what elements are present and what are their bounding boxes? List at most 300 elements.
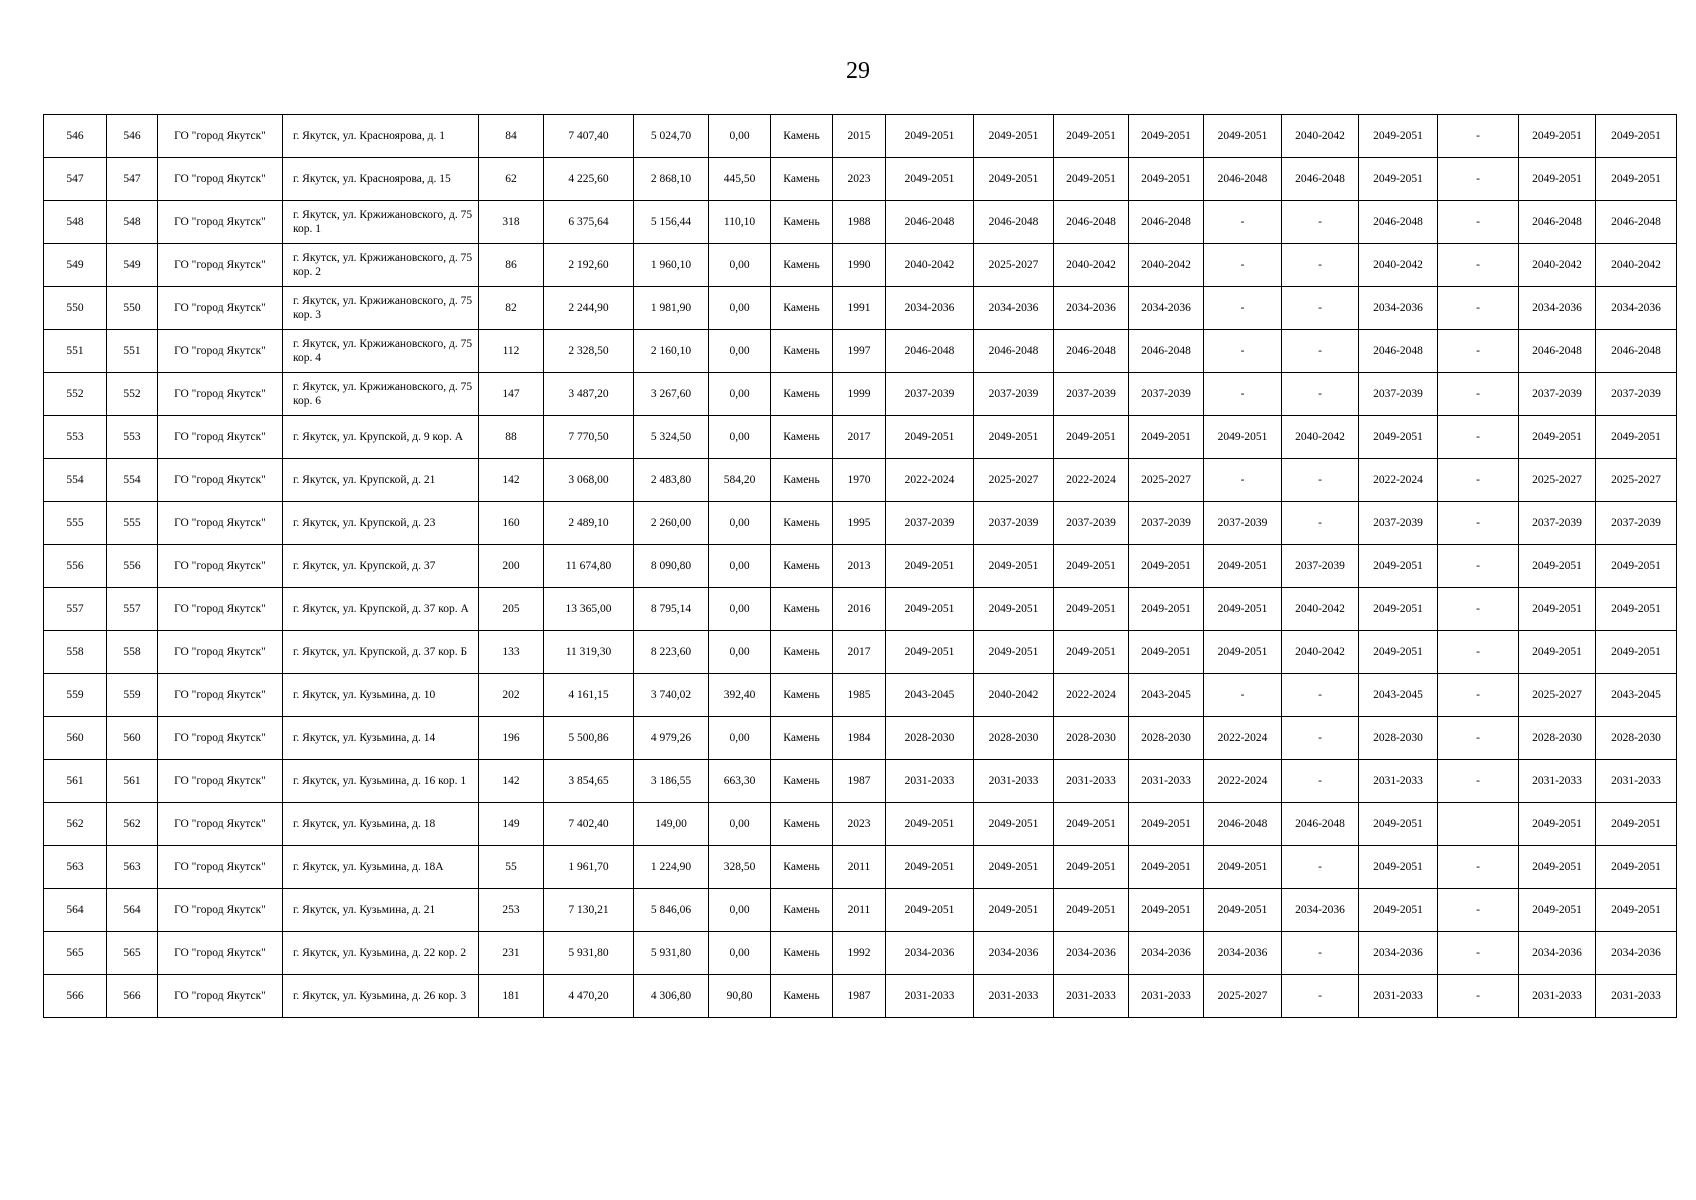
period-cell: 2037-2039 (1359, 502, 1438, 545)
commission-year-cell: 2015 (833, 115, 886, 158)
address-cell: г. Якутск, ул. Красноярова, д. 1 (283, 115, 479, 158)
wall-material-cell: Камень (771, 502, 833, 545)
nonliving-area-cell: 0,00 (709, 502, 771, 545)
period-cell: 2046-2048 (886, 201, 974, 244)
building-id-cell: 557 (107, 588, 158, 631)
table-row (44, 674, 1677, 717)
nonliving-area-cell: 0,00 (709, 932, 771, 975)
total-area-cell: 2 489,10 (544, 502, 634, 545)
period-cell: - (1438, 330, 1519, 373)
period-cell: 2049-2051 (1129, 416, 1204, 459)
residents-cell: 196 (479, 717, 544, 760)
period-cell: 2022-2024 (1359, 459, 1438, 502)
total-area-cell: 7 407,40 (544, 115, 634, 158)
address-cell: г. Якутск, ул. Кузьмина, д. 26 кор. 3 (283, 975, 479, 1018)
nonliving-area-cell: 0,00 (709, 330, 771, 373)
period-cell: 2049-2051 (1519, 803, 1596, 846)
row-number-cell: 557 (44, 588, 107, 631)
period-cell: 2034-2036 (1359, 287, 1438, 330)
period-cell: 2049-2051 (1054, 588, 1129, 631)
municipality-cell: ГО "город Якутск" (158, 975, 283, 1018)
residents-cell: 160 (479, 502, 544, 545)
period-cell: 2046-2048 (1519, 201, 1596, 244)
period-cell: 2046-2048 (1596, 201, 1677, 244)
period-cell: - (1438, 674, 1519, 717)
period-cell: 2049-2051 (1129, 588, 1204, 631)
period-cell: 2049-2051 (1204, 889, 1282, 932)
period-cell: 2049-2051 (1359, 115, 1438, 158)
period-cell: - (1204, 201, 1282, 244)
period-cell: - (1438, 158, 1519, 201)
row-number-cell: 554 (44, 459, 107, 502)
period-cell: 2049-2051 (1596, 588, 1677, 631)
total-area-cell: 4 225,60 (544, 158, 634, 201)
period-cell: 2049-2051 (1054, 545, 1129, 588)
table-row (44, 373, 1677, 416)
row-number-cell: 561 (44, 760, 107, 803)
period-cell: 2049-2051 (974, 803, 1054, 846)
row-number-cell: 562 (44, 803, 107, 846)
total-area-cell: 5 931,80 (544, 932, 634, 975)
period-cell: 2049-2051 (1129, 158, 1204, 201)
row-number-cell: 563 (44, 846, 107, 889)
period-cell: 2025-2027 (974, 459, 1054, 502)
living-area-cell: 5 324,50 (634, 416, 709, 459)
commission-year-cell: 2017 (833, 631, 886, 674)
municipality-cell: ГО "город Якутск" (158, 889, 283, 932)
period-cell: 2034-2036 (1359, 932, 1438, 975)
period-cell: 2046-2048 (1054, 201, 1129, 244)
address-cell: г. Якутск, ул. Кузьмина, д. 18 (283, 803, 479, 846)
period-cell: 2031-2033 (1519, 760, 1596, 803)
period-cell: 2049-2051 (1054, 158, 1129, 201)
table-body (44, 115, 1677, 1018)
period-cell: 2040-2042 (1596, 244, 1677, 287)
period-cell: 2049-2051 (1054, 631, 1129, 674)
period-cell: 2046-2048 (1519, 330, 1596, 373)
address-cell: г. Якутск, ул. Красноярова, д. 15 (283, 158, 479, 201)
period-cell: 2049-2051 (1359, 158, 1438, 201)
table-row (44, 760, 1677, 803)
wall-material-cell: Камень (771, 115, 833, 158)
period-cell: 2040-2042 (1129, 244, 1204, 287)
period-cell: - (1282, 760, 1359, 803)
period-cell: 2043-2045 (1596, 674, 1677, 717)
period-cell: - (1204, 459, 1282, 502)
commission-year-cell: 1995 (833, 502, 886, 545)
total-area-cell: 13 365,00 (544, 588, 634, 631)
period-cell: 2049-2051 (1596, 158, 1677, 201)
residents-cell: 84 (479, 115, 544, 158)
period-cell: 2049-2051 (1129, 803, 1204, 846)
period-cell: 2049-2051 (1204, 588, 1282, 631)
period-cell: - (1204, 330, 1282, 373)
period-cell: 2037-2039 (1129, 502, 1204, 545)
period-cell: 2049-2051 (886, 115, 974, 158)
address-cell: г. Якутск, ул. Кузьмина, д. 16 кор. 1 (283, 760, 479, 803)
wall-material-cell: Камень (771, 803, 833, 846)
nonliving-area-cell: 0,00 (709, 631, 771, 674)
nonliving-area-cell: 328,50 (709, 846, 771, 889)
row-number-cell: 553 (44, 416, 107, 459)
residents-cell: 88 (479, 416, 544, 459)
row-number-cell: 555 (44, 502, 107, 545)
building-id-cell: 562 (107, 803, 158, 846)
period-cell: 2049-2051 (974, 416, 1054, 459)
total-area-cell: 7 770,50 (544, 416, 634, 459)
wall-material-cell: Камень (771, 588, 833, 631)
period-cell: 2049-2051 (1359, 545, 1438, 588)
period-cell: 2049-2051 (974, 631, 1054, 674)
table-row (44, 975, 1677, 1018)
period-cell: 2040-2042 (1282, 416, 1359, 459)
period-cell: 2034-2036 (1519, 932, 1596, 975)
period-cell: 2049-2051 (1519, 631, 1596, 674)
period-cell: 2049-2051 (1204, 416, 1282, 459)
period-cell: - (1438, 545, 1519, 588)
building-id-cell: 548 (107, 201, 158, 244)
nonliving-area-cell: 0,00 (709, 287, 771, 330)
total-area-cell: 3 068,00 (544, 459, 634, 502)
row-number-cell: 547 (44, 158, 107, 201)
building-id-cell: 558 (107, 631, 158, 674)
period-cell: 2049-2051 (974, 158, 1054, 201)
period-cell: - (1438, 373, 1519, 416)
total-area-cell: 4 161,15 (544, 674, 634, 717)
period-cell: 2031-2033 (1129, 975, 1204, 1018)
period-cell: 2028-2030 (974, 717, 1054, 760)
period-cell: 2040-2042 (886, 244, 974, 287)
living-area-cell: 2 260,00 (634, 502, 709, 545)
living-area-cell: 5 846,06 (634, 889, 709, 932)
period-cell: 2037-2039 (1359, 373, 1438, 416)
page-number: 29 (846, 58, 870, 84)
table-row (44, 545, 1677, 588)
period-cell: 2049-2051 (1054, 889, 1129, 932)
municipality-cell: ГО "город Якутск" (158, 545, 283, 588)
period-cell: 2034-2036 (1204, 932, 1282, 975)
commission-year-cell: 1985 (833, 674, 886, 717)
housing-register-table (43, 114, 1677, 1018)
period-cell: - (1282, 373, 1359, 416)
period-cell: - (1438, 459, 1519, 502)
period-cell: 2037-2039 (974, 502, 1054, 545)
total-area-cell: 11 674,80 (544, 545, 634, 588)
period-cell: 2049-2051 (974, 115, 1054, 158)
period-cell: 2037-2039 (1282, 545, 1359, 588)
table-row (44, 717, 1677, 760)
period-cell: - (1282, 717, 1359, 760)
table-row (44, 201, 1677, 244)
period-cell: - (1438, 287, 1519, 330)
residents-cell: 86 (479, 244, 544, 287)
period-cell: 2034-2036 (1054, 287, 1129, 330)
commission-year-cell: 2013 (833, 545, 886, 588)
wall-material-cell: Камень (771, 889, 833, 932)
table-row (44, 932, 1677, 975)
municipality-cell: ГО "город Якутск" (158, 502, 283, 545)
period-cell: 2049-2051 (1054, 846, 1129, 889)
period-cell: 2040-2042 (1359, 244, 1438, 287)
commission-year-cell: 1987 (833, 760, 886, 803)
wall-material-cell: Камень (771, 717, 833, 760)
wall-material-cell: Камень (771, 459, 833, 502)
period-cell: 2031-2033 (1359, 975, 1438, 1018)
period-cell: - (1438, 416, 1519, 459)
period-cell: - (1204, 244, 1282, 287)
period-cell: 2028-2030 (1519, 717, 1596, 760)
municipality-cell: ГО "город Якутск" (158, 330, 283, 373)
period-cell: 2031-2033 (886, 760, 974, 803)
municipality-cell: ГО "город Якутск" (158, 244, 283, 287)
address-cell: г. Якутск, ул. Кржижановского, д. 75 кор. 2 (283, 244, 479, 287)
municipality-cell: ГО "город Якутск" (158, 287, 283, 330)
period-cell: 2031-2033 (1359, 760, 1438, 803)
residents-cell: 82 (479, 287, 544, 330)
period-cell: 2049-2051 (1596, 846, 1677, 889)
period-cell: - (1204, 373, 1282, 416)
residents-cell: 181 (479, 975, 544, 1018)
period-cell: 2049-2051 (1129, 115, 1204, 158)
period-cell: 2049-2051 (1359, 631, 1438, 674)
building-id-cell: 565 (107, 932, 158, 975)
building-id-cell: 550 (107, 287, 158, 330)
table-row (44, 330, 1677, 373)
nonliving-area-cell: 0,00 (709, 889, 771, 932)
residents-cell: 318 (479, 201, 544, 244)
total-area-cell: 3 854,65 (544, 760, 634, 803)
period-cell: - (1282, 932, 1359, 975)
row-number-cell: 549 (44, 244, 107, 287)
period-cell: 2049-2051 (1359, 889, 1438, 932)
row-number-cell: 552 (44, 373, 107, 416)
period-cell: 2049-2051 (1129, 889, 1204, 932)
period-cell: 2049-2051 (1204, 846, 1282, 889)
living-area-cell: 5 156,44 (634, 201, 709, 244)
row-number-cell: 566 (44, 975, 107, 1018)
total-area-cell: 3 487,20 (544, 373, 634, 416)
period-cell: 2049-2051 (1596, 803, 1677, 846)
period-cell: - (1282, 846, 1359, 889)
table-row (44, 115, 1677, 158)
period-cell: 2031-2033 (1129, 760, 1204, 803)
address-cell: г. Якутск, ул. Кузьмина, д. 22 кор. 2 (283, 932, 479, 975)
period-cell: 2040-2042 (974, 674, 1054, 717)
period-cell: 2037-2039 (886, 502, 974, 545)
commission-year-cell: 2016 (833, 588, 886, 631)
address-cell: г. Якутск, ул. Крупской, д. 23 (283, 502, 479, 545)
address-cell: г. Якутск, ул. Кузьмина, д. 14 (283, 717, 479, 760)
building-id-cell: 561 (107, 760, 158, 803)
period-cell: 2031-2033 (974, 760, 1054, 803)
period-cell: 2034-2036 (1519, 287, 1596, 330)
total-area-cell: 6 375,64 (544, 201, 634, 244)
wall-material-cell: Камень (771, 201, 833, 244)
period-cell: 2049-2051 (1359, 803, 1438, 846)
building-id-cell: 563 (107, 846, 158, 889)
row-number-cell: 565 (44, 932, 107, 975)
period-cell: - (1282, 287, 1359, 330)
municipality-cell: ГО "город Якутск" (158, 717, 283, 760)
table-row (44, 287, 1677, 330)
period-cell: 2025-2027 (974, 244, 1054, 287)
municipality-cell: ГО "город Якутск" (158, 201, 283, 244)
period-cell: - (1438, 932, 1519, 975)
nonliving-area-cell: 445,50 (709, 158, 771, 201)
period-cell: - (1438, 889, 1519, 932)
municipality-cell: ГО "город Якутск" (158, 674, 283, 717)
period-cell: 2037-2039 (974, 373, 1054, 416)
period-cell: 2025-2027 (1129, 459, 1204, 502)
period-cell: 2022-2024 (1054, 459, 1129, 502)
period-cell (1438, 803, 1519, 846)
period-cell: 2028-2030 (1359, 717, 1438, 760)
period-cell: 2046-2048 (1596, 330, 1677, 373)
period-cell: 2025-2027 (1596, 459, 1677, 502)
total-area-cell: 2 192,60 (544, 244, 634, 287)
total-area-cell: 7 130,21 (544, 889, 634, 932)
period-cell: - (1282, 459, 1359, 502)
nonliving-area-cell: 0,00 (709, 717, 771, 760)
period-cell: 2049-2051 (1596, 889, 1677, 932)
nonliving-area-cell: 584,20 (709, 459, 771, 502)
nonliving-area-cell: 392,40 (709, 674, 771, 717)
nonliving-area-cell: 0,00 (709, 416, 771, 459)
building-id-cell: 560 (107, 717, 158, 760)
period-cell: 2049-2051 (1519, 416, 1596, 459)
table-row (44, 846, 1677, 889)
address-cell: г. Якутск, ул. Крупской, д. 9 кор. А (283, 416, 479, 459)
row-number-cell: 558 (44, 631, 107, 674)
period-cell: - (1438, 760, 1519, 803)
wall-material-cell: Камень (771, 674, 833, 717)
period-cell: 2025-2027 (1519, 459, 1596, 502)
period-cell: 2043-2045 (1129, 674, 1204, 717)
address-cell: г. Якутск, ул. Крупской, д. 37 (283, 545, 479, 588)
period-cell: 2049-2051 (1054, 803, 1129, 846)
period-cell: 2034-2036 (1596, 287, 1677, 330)
period-cell: - (1282, 330, 1359, 373)
period-cell: 2049-2051 (886, 158, 974, 201)
period-cell: 2034-2036 (974, 287, 1054, 330)
period-cell: 2049-2051 (1359, 416, 1438, 459)
period-cell: 2049-2051 (1129, 846, 1204, 889)
municipality-cell: ГО "город Якутск" (158, 846, 283, 889)
commission-year-cell: 2023 (833, 803, 886, 846)
municipality-cell: ГО "город Якутск" (158, 760, 283, 803)
period-cell: 2025-2027 (1519, 674, 1596, 717)
living-area-cell: 5 931,80 (634, 932, 709, 975)
period-cell: 2049-2051 (1596, 545, 1677, 588)
commission-year-cell: 2011 (833, 889, 886, 932)
residents-cell: 200 (479, 545, 544, 588)
period-cell: 2049-2051 (886, 846, 974, 889)
residents-cell: 149 (479, 803, 544, 846)
period-cell: - (1282, 502, 1359, 545)
period-cell: 2049-2051 (1596, 416, 1677, 459)
commission-year-cell: 2011 (833, 846, 886, 889)
address-cell: г. Якутск, ул. Кржижановского, д. 75 кор. 4 (283, 330, 479, 373)
period-cell: 2046-2048 (1204, 158, 1282, 201)
building-id-cell: 549 (107, 244, 158, 287)
living-area-cell: 8 090,80 (634, 545, 709, 588)
period-cell: 2037-2039 (886, 373, 974, 416)
municipality-cell: ГО "город Якутск" (158, 803, 283, 846)
row-number-cell: 564 (44, 889, 107, 932)
period-cell: 2049-2051 (886, 545, 974, 588)
address-cell: г. Якутск, ул. Кузьмина, д. 21 (283, 889, 479, 932)
period-cell: - (1438, 588, 1519, 631)
living-area-cell: 3 740,02 (634, 674, 709, 717)
period-cell: - (1204, 674, 1282, 717)
total-area-cell: 4 470,20 (544, 975, 634, 1018)
building-id-cell: 555 (107, 502, 158, 545)
row-number-cell: 559 (44, 674, 107, 717)
nonliving-area-cell: 0,00 (709, 588, 771, 631)
wall-material-cell: Камень (771, 545, 833, 588)
table-row (44, 416, 1677, 459)
building-id-cell: 551 (107, 330, 158, 373)
living-area-cell: 2 868,10 (634, 158, 709, 201)
living-area-cell: 8 795,14 (634, 588, 709, 631)
period-cell: - (1282, 201, 1359, 244)
period-cell: 2022-2024 (1204, 760, 1282, 803)
period-cell: - (1438, 846, 1519, 889)
nonliving-area-cell: 0,00 (709, 545, 771, 588)
period-cell: 2049-2051 (1519, 846, 1596, 889)
period-cell: 2037-2039 (1596, 373, 1677, 416)
wall-material-cell: Камень (771, 760, 833, 803)
living-area-cell: 1 981,90 (634, 287, 709, 330)
address-cell: г. Якутск, ул. Кржижановского, д. 75 кор. 1 (283, 201, 479, 244)
residents-cell: 142 (479, 459, 544, 502)
table-row (44, 502, 1677, 545)
municipality-cell: ГО "город Якутск" (158, 588, 283, 631)
period-cell: 2049-2051 (1204, 115, 1282, 158)
period-cell: 2028-2030 (1596, 717, 1677, 760)
period-cell: 2046-2048 (1054, 330, 1129, 373)
period-cell: 2049-2051 (1204, 631, 1282, 674)
residents-cell: 133 (479, 631, 544, 674)
row-number-cell: 546 (44, 115, 107, 158)
wall-material-cell: Камень (771, 932, 833, 975)
period-cell: - (1438, 115, 1519, 158)
row-number-cell: 548 (44, 201, 107, 244)
period-cell: 2031-2033 (1519, 975, 1596, 1018)
building-id-cell: 564 (107, 889, 158, 932)
period-cell: 2034-2036 (1282, 889, 1359, 932)
period-cell: 2049-2051 (974, 846, 1054, 889)
period-cell: 2031-2033 (974, 975, 1054, 1018)
period-cell: 2046-2048 (1129, 201, 1204, 244)
living-area-cell: 5 024,70 (634, 115, 709, 158)
period-cell: 2037-2039 (1129, 373, 1204, 416)
municipality-cell: ГО "город Якутск" (158, 115, 283, 158)
period-cell: 2031-2033 (1596, 760, 1677, 803)
period-cell: 2037-2039 (1204, 502, 1282, 545)
period-cell: 2046-2048 (1129, 330, 1204, 373)
address-cell: г. Якутск, ул. Крупской, д. 21 (283, 459, 479, 502)
wall-material-cell: Камень (771, 158, 833, 201)
period-cell: 2046-2048 (886, 330, 974, 373)
table-row (44, 889, 1677, 932)
period-cell: 2025-2027 (1204, 975, 1282, 1018)
table-row (44, 631, 1677, 674)
nonliving-area-cell: 0,00 (709, 803, 771, 846)
wall-material-cell: Камень (771, 975, 833, 1018)
residents-cell: 202 (479, 674, 544, 717)
period-cell: 2049-2051 (1596, 631, 1677, 674)
